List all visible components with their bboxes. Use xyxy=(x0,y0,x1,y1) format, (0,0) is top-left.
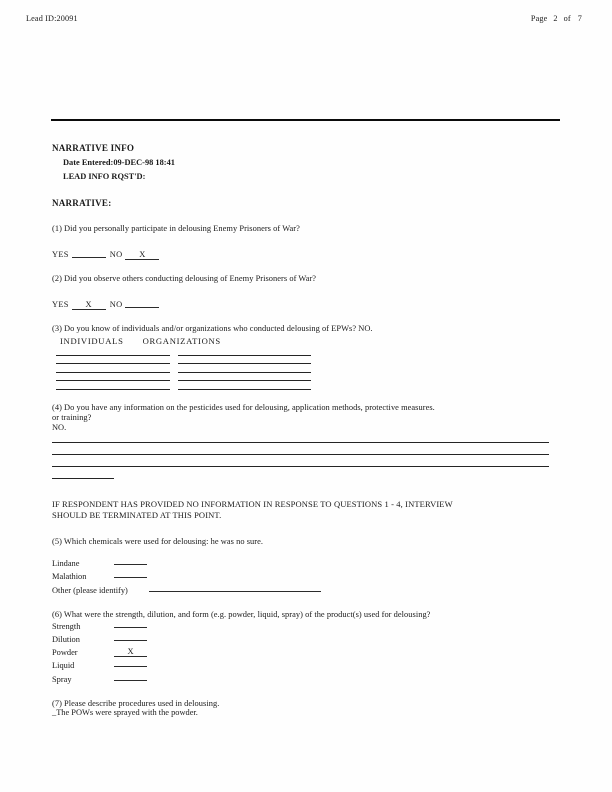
q3-individuals-field[interactable] xyxy=(56,355,170,356)
page-of-label: of xyxy=(563,14,571,23)
q5-chemical-row xyxy=(52,570,564,584)
question-3-answer-grid xyxy=(52,355,564,390)
q6-spray-label: Spray xyxy=(52,674,72,684)
q6-dilution-label: Dilution xyxy=(52,635,80,645)
q2-yes-field[interactable]: X xyxy=(72,300,106,310)
page-running-head xyxy=(0,14,612,30)
q5-other-field[interactable] xyxy=(149,583,321,592)
question-2-answer-row xyxy=(52,298,564,310)
narrative-info-heading: NARRATIVE INFO xyxy=(52,143,135,153)
page-current: 2 xyxy=(553,14,558,23)
question-6-text: (6) What were the strength, dilution, and form (e.g. powder, liquid, spray) of the product(s) used for delousing? xyxy=(52,609,431,619)
q3-individuals-field[interactable] xyxy=(56,363,170,364)
q3-answer-row xyxy=(52,363,564,364)
question-5-text: (5) Which chemicals were used for delousing: he was no sure. xyxy=(52,536,263,546)
q2-yes-label: YES xyxy=(52,299,69,309)
q6-strength-field[interactable] xyxy=(114,619,147,628)
page-number xyxy=(531,14,582,23)
lead-info-rqstd-label: LEAD INFO RQST'D: xyxy=(63,171,146,181)
date-entered-row xyxy=(52,158,564,168)
q1-no-field[interactable]: X xyxy=(125,250,159,260)
q5-malathion-label: Malathion xyxy=(52,572,87,582)
q3-organizations-field[interactable] xyxy=(178,372,311,373)
question-2-text: (2) Did you observe others conducting delousing of Enemy Prisoners of War? xyxy=(52,274,317,284)
lead-id xyxy=(26,14,78,23)
q5-malathion-field[interactable] xyxy=(114,569,147,578)
question-7-answer: _The POWs were sprayed with the powder. xyxy=(52,708,198,718)
q4-answer-line[interactable] xyxy=(52,442,549,443)
q3-col2-header: ORGANIZATIONS xyxy=(142,335,221,346)
question-4-text-line2: or training? xyxy=(52,413,92,423)
section-divider-rule xyxy=(51,119,560,121)
page-label: Page xyxy=(530,14,548,23)
q3-col1-header: INDIVIDUALS xyxy=(60,335,124,346)
q6-liquid-field[interactable] xyxy=(114,658,147,667)
page-total: 7 xyxy=(577,14,582,23)
q3-individuals-field[interactable] xyxy=(56,372,170,373)
q1-no-label: NO xyxy=(109,250,123,260)
q6-strength-label: Strength xyxy=(52,621,81,631)
q6-form-row xyxy=(52,620,564,634)
q3-organizations-field[interactable] xyxy=(178,389,311,390)
q3-answer-row xyxy=(52,380,564,381)
lead-id-label: Lead ID: xyxy=(26,14,57,23)
q6-spray-field[interactable] xyxy=(114,672,147,681)
q2-no-label: NO xyxy=(109,299,123,309)
question-4-answer-lines xyxy=(52,442,564,479)
q6-dilution-field[interactable] xyxy=(114,632,147,641)
q6-powder-label: Powder xyxy=(52,647,78,657)
q3-individuals-field[interactable] xyxy=(56,389,170,390)
q5-lindane-label: Lindane xyxy=(52,558,80,568)
question-3-column-headers xyxy=(52,336,564,346)
termination-instruction-line1: IF RESPONDENT HAS PROVIDED NO INFORMATION IN RESPONSE TO QUESTIONS 1 - 4, INTERVIEW xyxy=(52,499,453,510)
narrative-heading: NARRATIVE: xyxy=(52,197,112,208)
lead-id-value: 20091 xyxy=(56,14,78,23)
termination-instruction-line2: SHOULD BE TERMINATED AT THIS POINT. xyxy=(52,510,222,521)
q1-yes-label: YES xyxy=(52,250,69,260)
document-body xyxy=(52,143,564,718)
q5-chemical-row xyxy=(52,557,564,571)
q6-form-row xyxy=(52,673,564,687)
q2-no-field[interactable] xyxy=(125,298,159,308)
q6-form-row xyxy=(52,659,564,673)
question-3-text: (3) Do you know of individuals and/or organizations who conducted delousing of EPWs? NO. xyxy=(52,323,373,333)
q3-organizations-field[interactable] xyxy=(178,380,311,381)
q1-yes-field[interactable] xyxy=(72,248,106,258)
q3-individuals-field[interactable] xyxy=(56,380,170,381)
q3-organizations-field[interactable] xyxy=(178,355,311,356)
q4-answer-line[interactable] xyxy=(52,466,549,467)
question-7-text: (7) Please describe procedures used in delousing. xyxy=(52,698,220,708)
q5-lindane-field[interactable] xyxy=(114,556,147,565)
q4-answer-line[interactable] xyxy=(52,454,549,455)
q3-answer-row xyxy=(52,372,564,373)
question-4-text-line1: (4) Do you have any information on the pesticides used for delousing, application methods, protective measures. xyxy=(52,403,435,413)
q6-form-row xyxy=(52,633,564,647)
question-1-text: (1) Did you personally participate in delousing Enemy Prisoners of War? xyxy=(52,224,300,234)
question-4-answer: NO. xyxy=(52,423,67,433)
question-1-answer-row xyxy=(52,248,564,260)
q3-answer-row xyxy=(52,389,564,390)
q5-other-label: Other (please identify) xyxy=(52,586,128,596)
q5-other-row xyxy=(52,584,564,598)
q6-liquid-label: Liquid xyxy=(52,661,75,671)
q3-answer-row xyxy=(52,355,564,356)
q6-powder-field[interactable]: X xyxy=(114,648,147,657)
date-entered-value: 09-DEC-98 18:41 xyxy=(113,157,175,167)
date-entered-label: Date Entered: xyxy=(63,157,114,167)
q3-organizations-field[interactable] xyxy=(178,363,311,364)
